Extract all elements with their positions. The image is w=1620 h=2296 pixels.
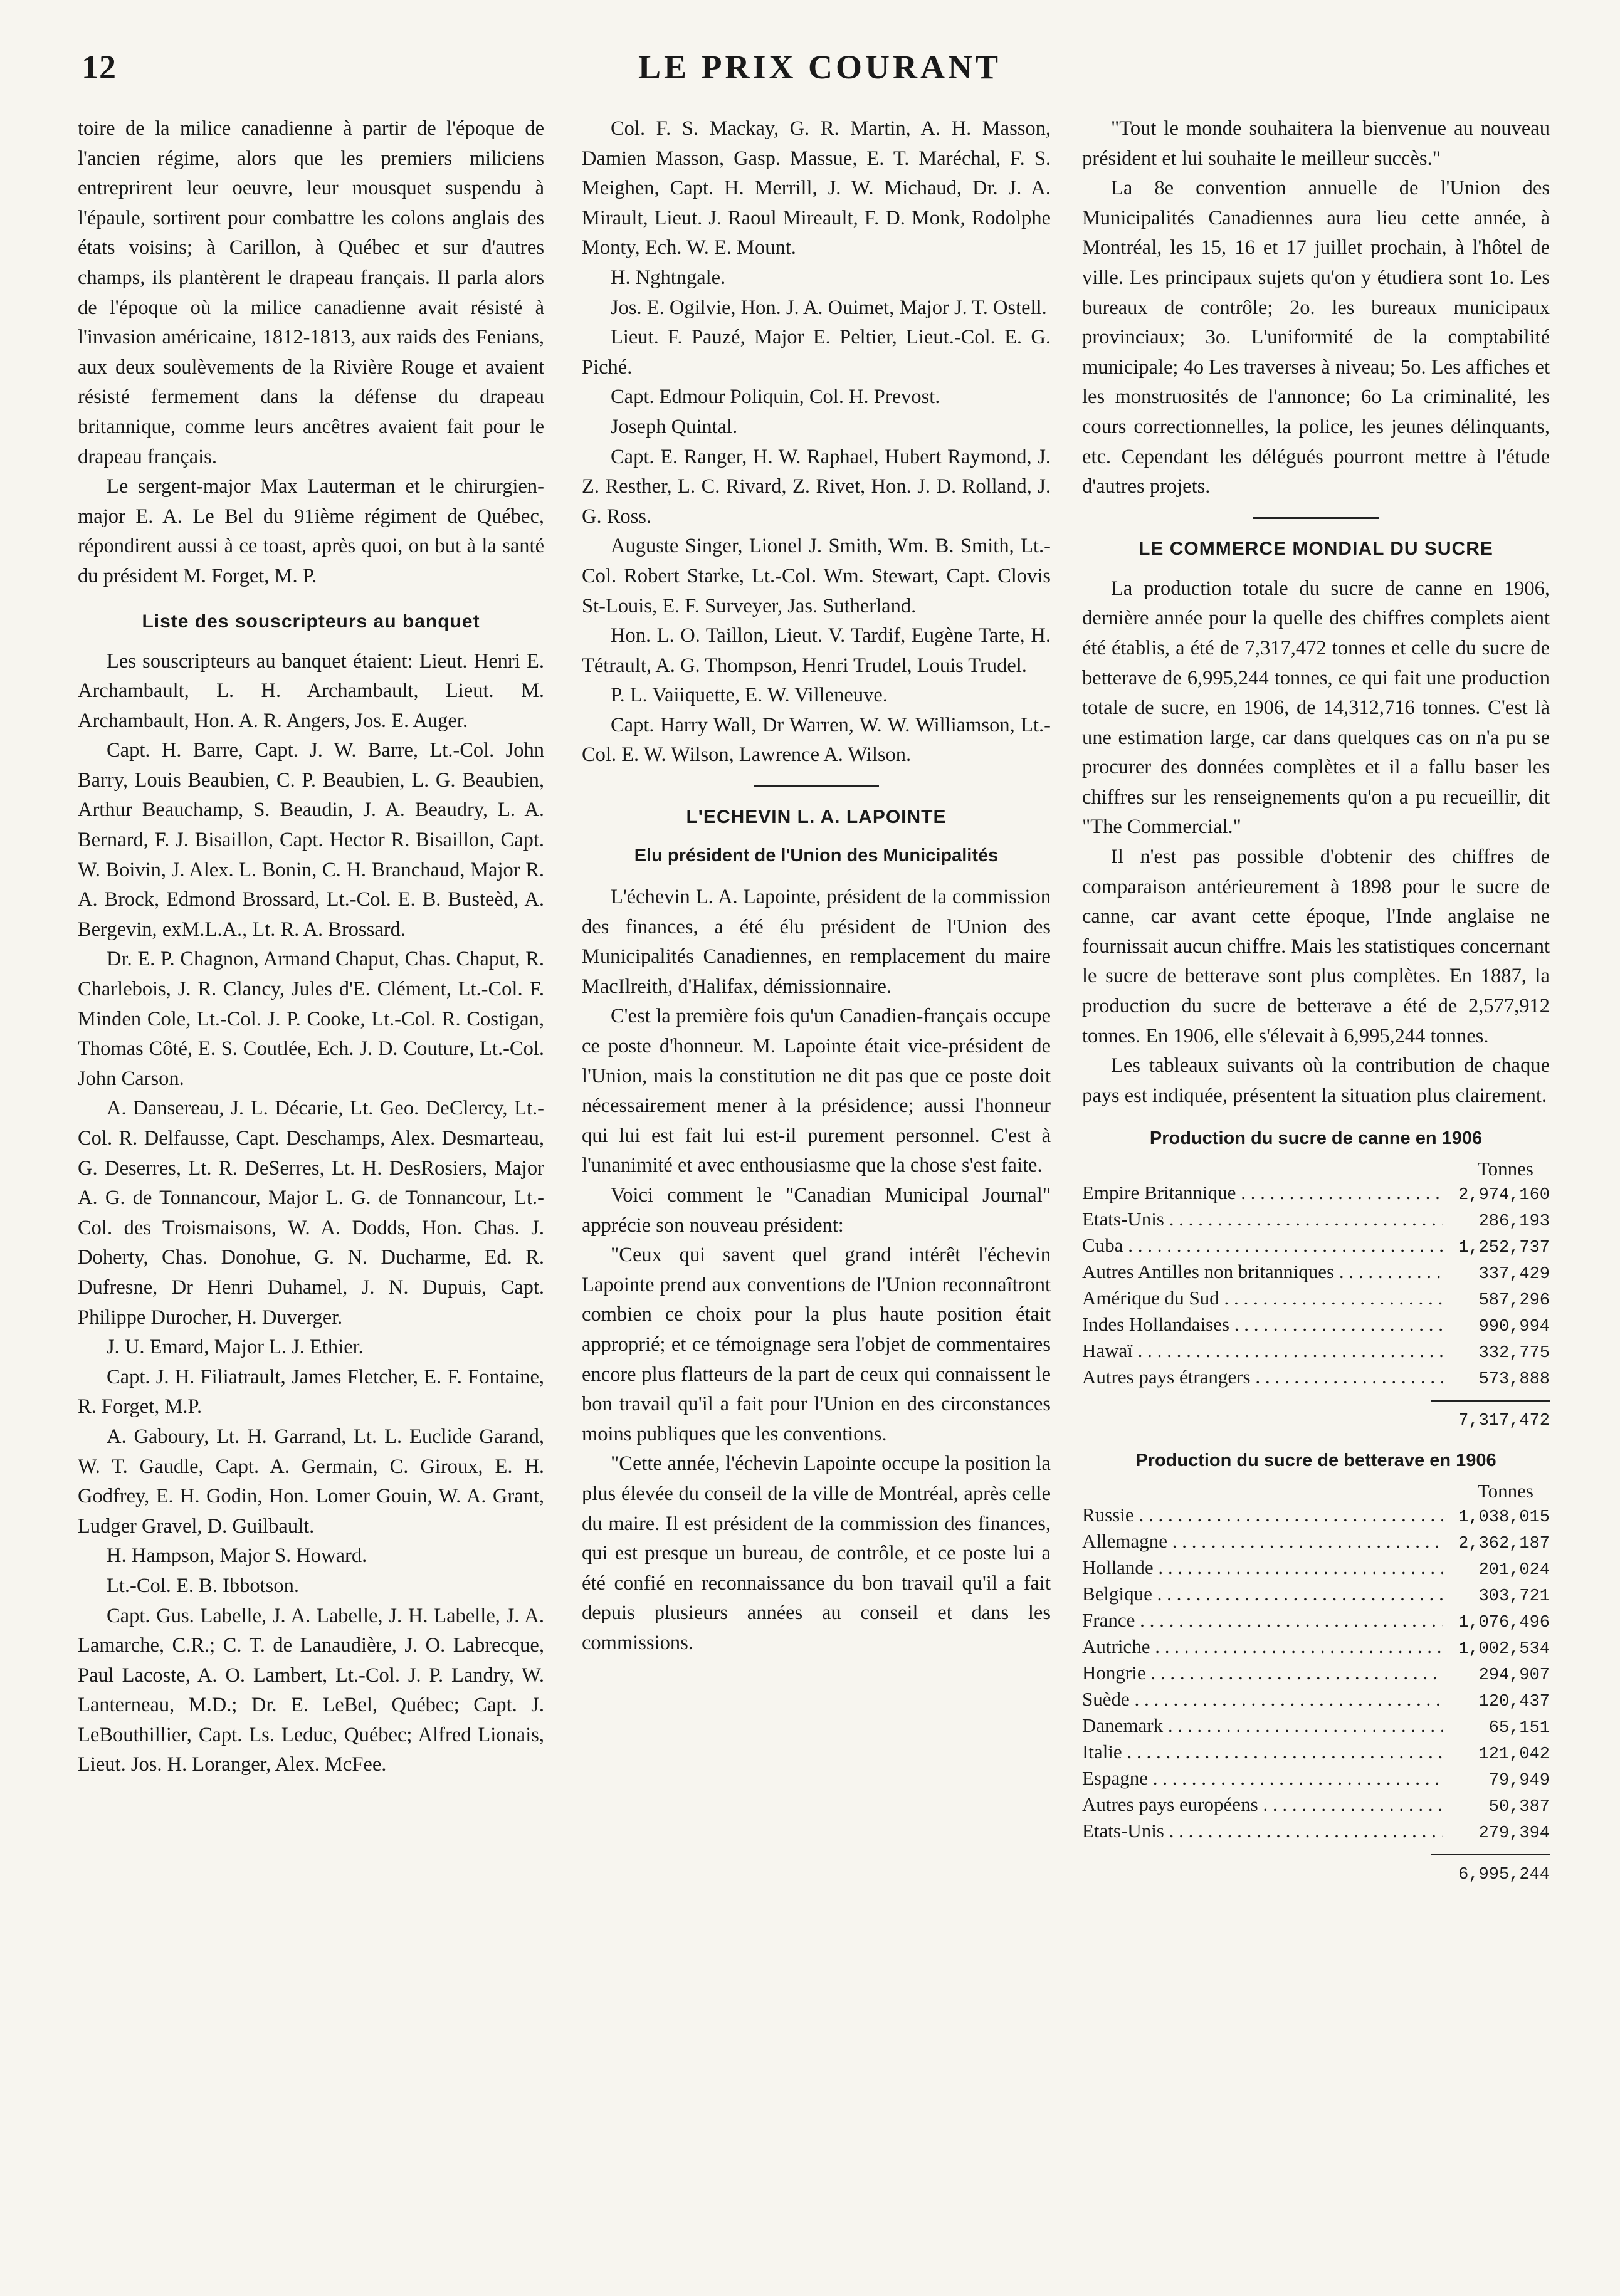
tonnes: 573,888	[1478, 1370, 1550, 1390]
country: Allemagne . . .	[1082, 1529, 1443, 1553]
table-row	[1082, 1181, 1550, 1207]
table-total: 6,995,244	[1458, 1865, 1550, 1885]
country: Russie . . .	[1082, 1503, 1443, 1527]
country: Etats-Unis . . .	[1082, 1207, 1443, 1231]
paragraph: La production totale du sucre de canne en 1906, dernière année pour la quelle des chiffres complets aient été établis, a été de 7,317,472 tonnes et celle du sucre de betterave de 6,995,244 tonnes, ce qui fait une production totale de sucre, en 1906, de 14,312,716 tonnes. C'est là une estimation large, car dans quelques cas on n'a pu se procurer des données complètes et il a fallu baser les chiffres sur les renseignements qu'on a pu recueillir, dit "The Commercial."	[1082, 577, 1550, 839]
tonnes: 1,076,496	[1458, 1613, 1550, 1633]
table-row	[1082, 1260, 1550, 1286]
country: Danemark . . .	[1082, 1714, 1443, 1738]
page-header	[82, 48, 1558, 92]
table-unit: Tonnes	[1477, 1158, 1533, 1180]
tonnes: 332,775	[1478, 1344, 1550, 1363]
subscriber-paragraph: H. Hampson, Major S. Howard.	[107, 1544, 367, 1568]
country: Belgique . . .	[1082, 1582, 1443, 1606]
paragraph: L'échevin L. A. Lapointe, président de la commission des finances, a été élu président de l'Union des Municipalités Canadiennes, en remplacement du maire MacIlreith, d'Halifax, démissionnaire.	[582, 886, 1051, 998]
tonnes: 1,002,534	[1458, 1640, 1550, 1659]
table-row	[1082, 1793, 1550, 1819]
subscriber-paragraph: Auguste Singer, Lionel J. Smith, Wm. B. Smith, Lt.-Col. Robert Starke, Lt.-Col. Wm. Stewart, Capt. Clovis St-Louis, E. F. Surveyer, Jas. Sutherland.	[582, 535, 1051, 617]
tonnes: 279,394	[1478, 1824, 1550, 1843]
total-rule	[1431, 1400, 1550, 1402]
country: Autriche . . .	[1082, 1635, 1443, 1659]
country: Suède . . .	[1082, 1687, 1443, 1711]
subscriber-paragraph: Hon. L. O. Taillon, Lieut. V. Tardif, Eugène Tarte, H. Tétrault, A. G. Thompson, Henri Trudel, Louis Trudel.	[582, 624, 1051, 677]
subscriber-paragraph: Lt.-Col. E. B. Ibbotson.	[107, 1574, 299, 1597]
article-title: L'ECHEVIN L. A. LAPOINTE	[686, 807, 947, 828]
country: Hawaï . . .	[1082, 1339, 1443, 1363]
country: Autres pays européens . . .	[1082, 1793, 1443, 1816]
paragraph: Les tableaux suivants où la contribution de chaque pays est indiquée, présentent la situation plus clairement.	[1082, 1054, 1550, 1107]
article-title: LE COMMERCE MONDIAL DU SUCRE	[1139, 538, 1493, 559]
tonnes: 2,362,187	[1458, 1534, 1550, 1554]
article-subtitle: Elu président de l'Union des Municipalités	[634, 846, 999, 866]
country: Hongrie . . .	[1082, 1661, 1443, 1685]
table-row	[1082, 1313, 1550, 1339]
country: Empire Britannique . . .	[1082, 1181, 1443, 1205]
table-row	[1082, 1819, 1550, 1845]
country: Autres pays étrangers . . .	[1082, 1365, 1443, 1389]
table-row	[1082, 1529, 1550, 1556]
paragraph: Voici comment le "Canadian Municipal Journal" apprécie son nouveau président:	[582, 1184, 1051, 1237]
tonnes: 2,974,160	[1458, 1186, 1550, 1205]
table-row	[1082, 1766, 1550, 1793]
subscriber-paragraph: Capt. H. Barre, Capt. J. W. Barre, Lt.-Col. John Barry, Louis Beaubien, C. P. Beaubien, L. G. Beaubien, Arthur Beauchamp, S. Beaudin, J. A. Beaudry, L. A. Bernard, F. J. Bisaillon, Capt. Hector R. Bisaillon, Capt. W. Boivin, J. Alex. L. Bonin, C. H. Branchaud, Major R. A. Brock, Edmond Brossard, Lt.-Col. E. B. Busteèd, A. Bergevin, exM.L.A., Lt. R. A. Brossard.	[78, 739, 544, 941]
subscriber-paragraph: Capt. J. H. Filiatrault, James Fletcher, E. F. Fontaine, R. Forget, M.P.	[78, 1365, 544, 1418]
tonnes: 79,949	[1488, 1771, 1550, 1791]
subscriber-paragraph: Jos. E. Ogilvie, Hon. J. A. Ouimet, Major J. T. Ostell.	[611, 296, 1047, 319]
country: Indes Hollandaises . . .	[1082, 1313, 1443, 1336]
country: France . . .	[1082, 1608, 1443, 1632]
paragraph: La 8e convention annuelle de l'Union des Municipalités Canadiennes aura lieu cette année, à Montréal, les 15, 16 et 17 juillet prochain, à l'hôtel de ville. Les principaux sujets qu'on y étudiera sont 1o. Les bureaux de contrôle; 2o. les bureaux municipaux provinciaux; 3o. L'uniformité de la comptabilité municipale; 4o Les traverses à niveau; 5o. Les affiches et les monstruosités de l'annonce; 6o La criminalité, les cours correctionnelles, la police, les jeunes délinquants, etc. Cependant les délégués pourront mettre à l'étude d'autres projets.	[1082, 177, 1550, 498]
subscriber-paragraph: Capt. Edmour Poliquin, Col. H. Prevost.	[611, 385, 940, 409]
table-row	[1082, 1608, 1550, 1635]
table-total: 7,317,472	[1458, 1412, 1550, 1431]
subscriber-paragraph: J. U. Emard, Major L. J. Ethier.	[107, 1336, 364, 1359]
table-row	[1082, 1582, 1550, 1608]
subscriber-paragraph: Dr. E. P. Chagnon, Armand Chaput, Chas. Chaput, R. Charlebois, J. R. Clancy, Jules d'E. Clément, Lt.-Col. F. Minden Cole, Lt.-Col. J. P. Cooke, Lt.-Col. R. Costigan, Thomas Côté, E. S. Coutlée, Ech. J. D. Couture, Lt.-Col. John Carson.	[78, 948, 544, 1090]
table-row	[1082, 1339, 1550, 1365]
subscriber-paragraph: A. Gaboury, Lt. H. Garrand, Lt. L. Euclide Garand, W. T. Gaudle, Capt. A. Germain, C. Giroux, E. H. Godfrey, E. H. Godin, Hon. Lomer Gouin, W. A. Grant, Ludger Gravel, D. Guilbault.	[78, 1425, 544, 1538]
section-heading: Liste des souscripteurs au banquet	[142, 611, 480, 632]
tonnes: 286,193	[1478, 1212, 1550, 1232]
table-row	[1082, 1687, 1550, 1714]
tonnes: 990,994	[1478, 1318, 1550, 1337]
table-row	[1082, 1365, 1550, 1392]
tonnes: 1,038,015	[1458, 1508, 1550, 1528]
country: Autres Antilles non britanniques . . .	[1082, 1260, 1443, 1284]
country: Hollande . . .	[1082, 1556, 1443, 1580]
subscriber-paragraph: Les souscripteurs au banquet étaient: Lieut. Henri E. Archambault, L. H. Archambault, Lieut. M. Archambault, Hon. A. R. Angers, Jos. E. Auger.	[78, 649, 544, 732]
page-number: 12	[82, 48, 117, 86]
subscriber-paragraph: Capt. Gus. Labelle, J. A. Labelle, J. H. Labelle, J. A. Lamarche, C.R.; C. T. de Lanaudière, J. O. Labrecque, Paul Lacoste, A. O. Lambert, Lt.-Col. J. P. Landry, W. Lanterneau, M.D.; Dr. E. LeBel, Québec; Capt. J. LeBouthillier, Capt. Ls. Leduc, Québec; Alfred Lionais, Lieut. Jos. H. Loranger, Alex. McFee.	[78, 1604, 544, 1776]
country: Italie . . .	[1082, 1740, 1443, 1764]
tonnes: 337,429	[1478, 1265, 1550, 1284]
column-3	[1082, 114, 1550, 2258]
subscriber-paragraph: P. L. Vaiiquette, E. W. Villeneuve.	[611, 684, 888, 707]
cane-table-title: Production du sucre de canne en 1906	[1149, 1128, 1483, 1149]
tonnes: 65,151	[1488, 1719, 1550, 1738]
table-row	[1082, 1207, 1550, 1234]
table-row	[1082, 1234, 1550, 1260]
table-row	[1082, 1661, 1550, 1687]
column-2	[582, 114, 1051, 2258]
paragraph: "Tout le monde souhaitera la bienvenue au nouveau président et lui souhaite le meilleur succès."	[1082, 117, 1550, 170]
separator-rule	[754, 785, 879, 787]
table-unit: Tonnes	[1477, 1480, 1533, 1502]
tonnes: 1,252,737	[1458, 1239, 1550, 1258]
subscriber-paragraph: Joseph Quintal.	[611, 415, 738, 438]
paragraph: Le sergent-major Max Lauterman et le chirurgien-major E. A. Le Bel du 91ième régiment de Québec, répondirent aussi à ce toast, après quoi, on but à la santé du président M. Forget, M. P.	[78, 475, 544, 587]
tonnes: 50,387	[1488, 1798, 1550, 1817]
subscriber-paragraph: Lieut. F. Pauzé, Major E. Peltier, Lieut.-Col. E. G. Piché.	[582, 326, 1051, 379]
paragraph: Il n'est pas possible d'obtenir des chiffres de comparaison antérieurement à 1898 pour le sucre de canne, car avant cette époque, l'Inde anglaise ne fournissait aucun chiffre. Mais les statistiques concernant le sucre de betterave sont plus complètes. En 1887, la production du sucre de betterave a été de 2,577,912 tonnes. En 1906, elle s'élevait à 6,995,244 tonnes.	[1082, 846, 1550, 1047]
table-row	[1082, 1635, 1550, 1661]
tonnes: 303,721	[1478, 1587, 1550, 1607]
journal-title: LE PRIX COURANT	[638, 48, 1002, 86]
table-row	[1082, 1503, 1550, 1529]
tonnes: 587,296	[1478, 1291, 1550, 1311]
tonnes: 201,024	[1478, 1561, 1550, 1580]
tonnes: 294,907	[1478, 1666, 1550, 1685]
subscriber-paragraph: H. Nghtngale.	[611, 266, 726, 289]
beet-sugar-table	[1082, 1479, 1550, 1887]
column-1	[78, 114, 544, 2258]
table-row	[1082, 1714, 1550, 1740]
subscriber-paragraph: A. Dansereau, J. L. Décarie, Lt. Geo. DeClercy, Lt.-Col. R. Delfausse, Capt. Deschamps, Alex. Desmarteau, G. Deserres, Lt. R. DeSerres, Lt. H. DesRosiers, Major A. G. de Tonnancour, Major L. G. de Tonnancour, Lt.-Col. des Troismaisons, W. A. Dodds, Hon. Chas. J. Doherty, Chas. Donohue, G. N. Ducharme, Ed. R. Dufresne, Dr Henri Duhamel, J. N. Dupuis, Capt. Philippe Durocher, H. Duverger.	[78, 1097, 544, 1329]
tonnes: 120,437	[1478, 1692, 1550, 1712]
paragraph: C'est la première fois qu'un Canadien-français occupe ce poste d'honneur. M. Lapointe était vice-président de l'Union, mais la constitution ne dit pas que ce poste doit nécessairement mener à la présidence; aussi l'honneur qui lui est fait lui est-il purement personnel. C'est à l'unanimité et avec enthousiasme que la chose s'est faite.	[582, 1005, 1051, 1177]
total-rule	[1431, 1854, 1550, 1855]
table-row	[1082, 1556, 1550, 1582]
table-row	[1082, 1286, 1550, 1313]
beet-table-title: Production du sucre de betterave en 1906	[1135, 1450, 1496, 1471]
paragraph: "Cette année, l'échevin Lapointe occupe la position la plus élevée du conseil de la ville de Montréal, après celle du maire. Il est président de la commission des finances, qui est presque un bureau, de contrôle, et ce poste lui a été confié en reconnaissance du bon travail qu'il a fait depuis plusieurs années au conseil et dans les commissions.	[582, 1452, 1051, 1654]
country: Amérique du Sud . . .	[1082, 1286, 1443, 1310]
subscriber-paragraph: Capt. E. Ranger, H. W. Raphael, Hubert Raymond, J. Z. Resther, L. C. Rivard, Z. Rivet, Hon. J. D. Rolland, J. G. Ross.	[582, 445, 1051, 528]
tonnes: 121,042	[1478, 1745, 1550, 1764]
subscriber-paragraph: Col. F. S. Mackay, G. R. Martin, A. H. Masson, Damien Masson, Gasp. Massue, E. T. Maréchal, F. S. Meighen, Capt. H. Merrill, J. W. Michaud, Dr. J. A. Mirault, Lieut. J. Raoul Mireault, F. D. Monk, Rodolphe Monty, Ech. W. E. Mount.	[582, 117, 1051, 259]
paragraph: toire de la milice canadienne à partir de l'époque de l'ancien régime, alors que les premiers miliciens entreprirent leur oeuvre, leur mousquet suspendu à l'épaule, sortirent pour combattre les colons anglais des états voisins; à Carillon, à Québec et sur d'autres champs, ils plantèrent le drapeau français. Il parla alors de l'époque où la milice canadienne avait résisté à l'invasion américaine, 1812-1813, aux raids des Fenians, aux deux soulèvements de la Rivière Rouge et avaient résisté fermement dans la défense du drapeau britannique, comme leurs ancêtres avaient fait pour le drapeau français.	[78, 117, 544, 468]
country: Espagne . . .	[1082, 1766, 1443, 1790]
separator-rule	[1253, 517, 1379, 519]
country: Cuba . . .	[1082, 1234, 1443, 1257]
paragraph: "Ceux qui savent quel grand intérêt l'échevin Lapointe prend aux conventions de l'Union reconnaîtront combien ce choix pour la plus haute position était approprié; et ce témoignage sera l'objet de commentaires encore plus flatteurs de la part de ceux qui connaissent le bon travail qu'il a fait pour l'Union en des circonstances moins publiques que les conventions.	[582, 1244, 1051, 1445]
subscriber-paragraph: Capt. Harry Wall, Dr Warren, W. W. Williamson, Lt.-Col. E. W. Wilson, Lawrence A. Wilson.	[582, 713, 1051, 767]
table-row	[1082, 1740, 1550, 1766]
country: Etats-Unis . . .	[1082, 1819, 1443, 1843]
cane-sugar-table	[1082, 1157, 1550, 1433]
